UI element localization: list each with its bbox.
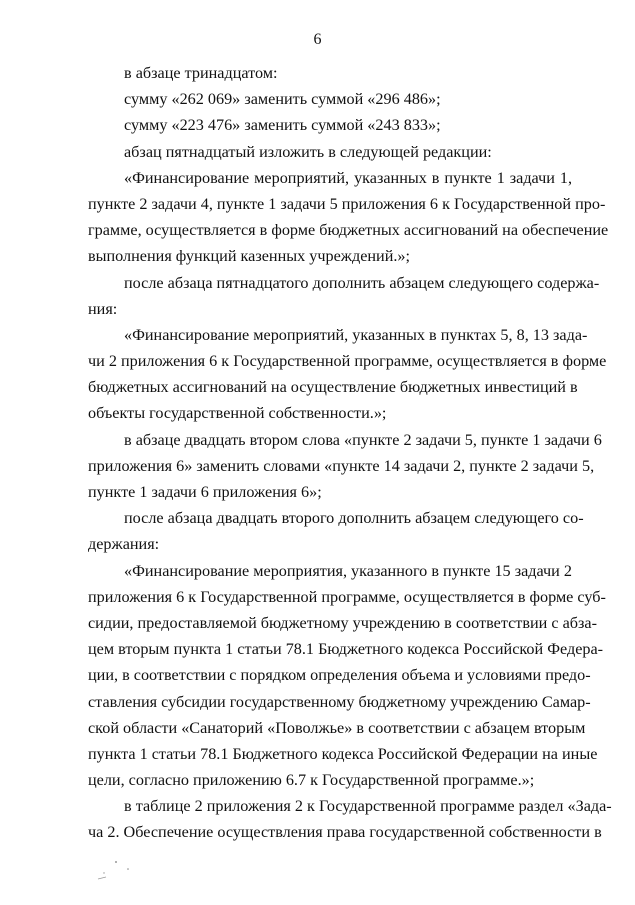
paragraph <box>88 322 607 427</box>
text-line: ской области «Санаторий «Поволжье» в соответствии с абзацем вторым <box>88 718 586 737</box>
paragraph <box>88 165 609 270</box>
text-line: сумму «262 069» заменить суммой «296 486»; <box>124 90 441 109</box>
text-line: пункте 1 задачи 6 приложения 6»; <box>88 483 322 501</box>
text-line: пункта 1 статьи 78.1 Бюджетного кодекса Российской Федерации на иные <box>88 744 598 763</box>
text-line: выполнения функций казенных учреждений.»; <box>88 247 411 266</box>
text-line: пункте 2 задачи 4, пункте 1 задачи 5 приложения 6 к Государственной про- <box>88 194 606 213</box>
text-line: грамме, осуществляется в форме бюджетных ассигнований на обеспечение <box>88 221 609 240</box>
text-line: ставления субсидии государственному бюджетному учреждению Самар- <box>88 692 591 711</box>
text-line: после абзаца двадцать второго дополнить абзацем следующего со- <box>124 509 584 528</box>
paragraph <box>88 427 602 506</box>
text-line: приложения 6» заменить словами «пункте 14 задачи 2, пункте 2 задачи 5, <box>88 456 595 475</box>
text-line: ния: <box>88 299 118 318</box>
text-line: объекты государственной собственности.»; <box>88 404 387 423</box>
text-line: «Финансирование мероприятия, указанного в пункте 15 задачи 2 <box>124 561 572 580</box>
text-line: бюджетных ассигнований на осуществление бюджетных инвестиций в <box>88 378 578 397</box>
paragraph <box>88 793 612 845</box>
text-line: «Финансирование мероприятий, указанных в пункте 1 задачи 1, <box>124 168 572 187</box>
text-line: ча 2. Обеспечение осуществления права государственной собственности в <box>88 823 602 842</box>
text-line: после абзаца пятнадцатого дополнить абзацем следующего содержа- <box>124 273 600 292</box>
paragraph <box>88 270 600 322</box>
text-line: «Финансирование мероприятий, указанных в пунктах 5, 8, 13 зада- <box>124 325 588 344</box>
text-line: цели, согласно приложению 6.7 к Государственной программе.»; <box>88 771 535 790</box>
text-line: держания: <box>88 535 160 554</box>
text-line: сумму «223 476» заменить суммой «243 833»; <box>124 116 441 135</box>
paragraph <box>88 505 584 557</box>
text-line: абзац пятнадцатый изложить в следующей редакции: <box>124 142 492 161</box>
text-line: в таблице 2 приложения 2 к Государственной программе раздел «Зада- <box>124 797 612 816</box>
paragraph <box>88 112 572 138</box>
text-line: в абзаце тринадцатом: <box>124 64 278 82</box>
text-line: приложения 6 к Государственной программе, осуществляется в форме суб- <box>88 587 606 606</box>
text-line: ции, в соответствии с порядком определения объема и условиями предо- <box>88 666 591 685</box>
scan-specks <box>92 858 152 882</box>
paragraph <box>88 139 572 165</box>
paragraph <box>88 558 606 794</box>
text-line: сидии, предоставляемой бюджетному учреждению в соответствии с абза- <box>88 613 598 632</box>
text-line: в абзаце двадцать втором слова «пункте 2 задачи 5, пункте 1 задачи 6 <box>124 430 602 449</box>
document-body <box>88 60 612 846</box>
text-line: чи 2 приложения 6 к Государственной программе, осуществляется в форме <box>88 352 607 371</box>
paragraph <box>88 86 572 112</box>
text-line: цем вторым пункта 1 статьи 78.1 Бюджетного кодекса Российской Федера- <box>88 640 604 659</box>
page-number: 6 <box>313 31 322 48</box>
paragraph <box>88 60 572 86</box>
